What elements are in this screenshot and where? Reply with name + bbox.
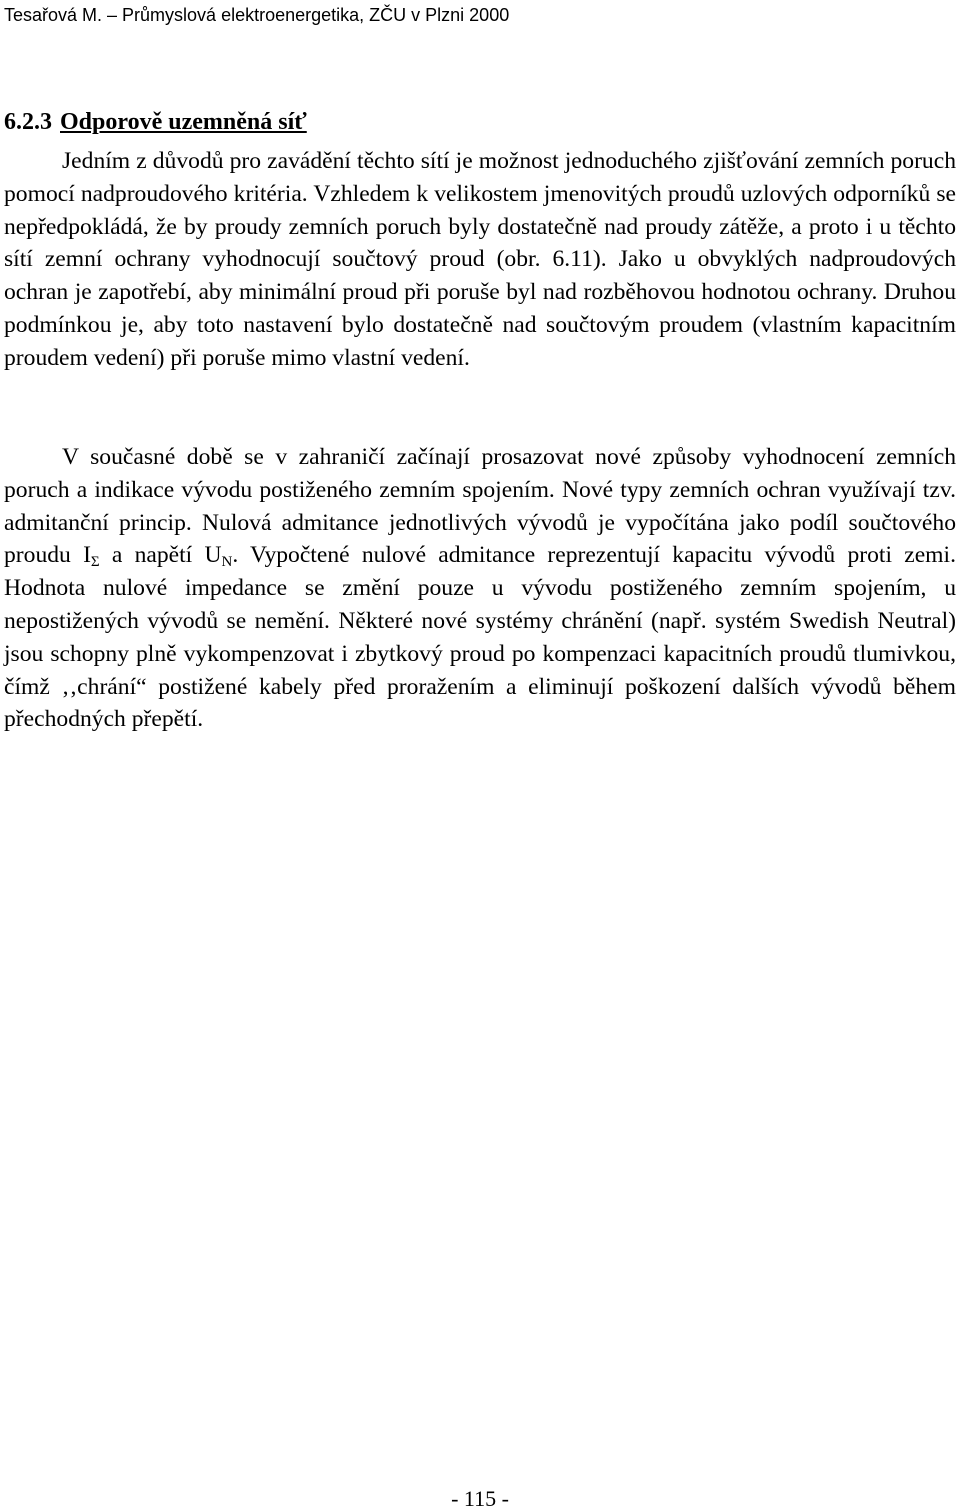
paragraph-text-part: V současné době se v zahraničí začínají prosazovat nové způsoby vyhodnocení zemních poruch a indikace vývodu postiženého zemním spojením. Nové typy zemních ochran využívají tzv. admitanční princip. Nulová admitance jednotlivých vývodů je vypočítána jako podíl součtového proudu I <box>4 444 956 569</box>
section-number: 6.2.3 <box>4 109 52 135</box>
section-heading <box>4 107 307 137</box>
voltage-subscript: N <box>221 554 233 571</box>
paragraph-text-part: . Vypočtené nulové admitance reprezentují kapacitu vývodů proti zemi. Hodnota nulové impedance se změní pouze u vývodu postiženého zemním spojením, u nepostižených vývodů se nemění. Některé nové systémy chránění (např. systém Swedish Neutral) jsou schopny plně vykompenzovat i zbytkový proud po kompenzaci kapacitních proudů tlumivkou, čímž ‚‚chrání“ postižené kabely před proražením a eliminují poškození dalších vývodů během přechodných přepětí. <box>4 542 956 733</box>
paragraph-text-part: a napětí U <box>99 542 222 569</box>
sum-subscript: Σ <box>90 554 100 571</box>
running-header: Tesařová M. – Průmyslová elektroenergetika, ZČU v Plzni 2000 <box>4 5 510 25</box>
section-title: Odporově uzemněná síť <box>60 109 307 135</box>
page-number: - 115 - <box>451 1486 509 1511</box>
paragraph-resistive-grounding: Jedním z důvodů pro zavádění těchto sítí je možnost jednoduchého zjišťování zemních poruch pomocí nadproudového kritéria. Vzhledem k velikostem jmenovitých proudů uzlových odporníků se nepředpokládá, že by proudy zemních poruch byly dostatečně nad proudy zátěže, a proto i u těchto sítí zemní ochrany vyhodnocují součtový proud (obr. 6.11). Jako u obvyklých nadproudových ochran je zapotřebí, aby minimální proud při poruše byl nad rozběhovou hodnotou ochrany. Druhou podmínkou je, aby toto nastavení bylo dostatečně nad součtovým proudem (vlastním kapacitním proudem vedení) při poruše mimo vlastní vedení. <box>4 148 956 371</box>
paragraph-admittance-principle <box>4 441 956 736</box>
